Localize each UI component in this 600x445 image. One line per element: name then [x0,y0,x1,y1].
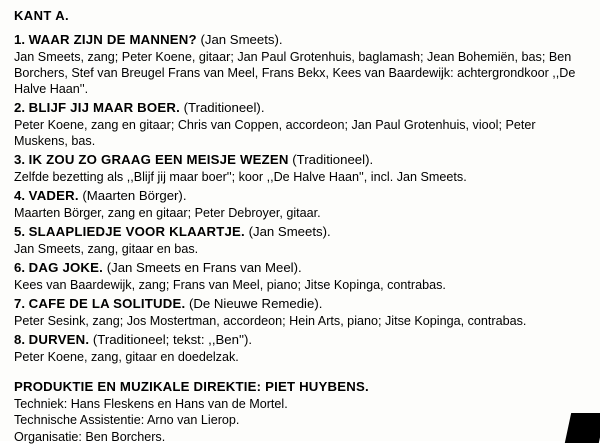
track-personnel: Peter Koene, zang en gitaar; Chris van Coppen, accordeon; Jan Paul Grotenhuis, viool; Peter Muskens, bas. [14,118,536,149]
track-entry [14,100,586,149]
track-title: SLAAPLIEDJE VOOR KLAARTJE. [28,224,245,240]
production-line: Organisatie: Ben Borchers. [14,429,166,444]
track-title: VADER. [28,188,79,204]
side-label: KANT A. [14,8,70,23]
track-personnel: Zelfde bezetting als ,,Blijf jij maar boer''; koor ,,De Halve Haan'', incl. Jan Smeets. [14,170,467,185]
track-credit-parenthetical: (Traditioneel; tekst: ,,Ben''). [92,332,253,347]
track-title: DAG JOKE. [28,260,104,276]
track-credit-parenthetical: (Maarten Börger). [82,188,187,204]
track-personnel: Peter Sesink, zang; Jos Mostertman, accordeon; Hein Arts, piano; Jitse Kopinga, contrabas. [14,313,527,328]
track-number: 2. [14,100,25,116]
track-number: 6. [14,260,25,276]
track-number: 7. [14,296,25,312]
track-entry [14,332,586,365]
track-entry [14,260,586,293]
track-heading [14,32,586,48]
track-heading [14,296,586,312]
track-number: 3. [14,152,25,168]
track-entry [14,152,586,185]
track-credit-parenthetical: (Jan Smeets en Frans van Meel). [106,260,302,276]
track-entry [14,32,586,97]
track-heading [14,260,586,276]
track-personnel: Peter Koene, zang, gitaar en doedelzak. [14,349,239,364]
track-heading [14,152,586,168]
track-title: BLIJF JIJ MAAR BOER. [28,100,180,116]
track-heading [14,224,586,240]
track-heading [14,188,586,204]
track-entry [14,188,586,221]
track-number: 1. [14,32,25,47]
track-personnel: Maarten Börger, zang en gitaar; Peter Debroyer, gitaar. [14,206,321,221]
track-credit-parenthetical: (Traditioneel). [292,152,374,168]
track-title: IK ZOU ZO GRAAG EEN MEISJE WEZEN [28,152,289,168]
track-entry [14,296,586,329]
track-personnel: Kees van Baardewijk, zang; Frans van Meel, piano; Jitse Kopinga, contrabas. [14,277,446,292]
track-heading [14,332,586,348]
track-heading [14,100,586,116]
track-number: 8. [14,332,25,347]
track-title: CAFE DE LA SOLITUDE. [28,296,186,312]
production-section [14,379,586,445]
production-title: PRODUKTIE EN MUZIKALE DIREKTIE: PIET HUYBENS. [14,378,369,394]
track-personnel: Jan Smeets, zang, gitaar en bas. [14,241,199,256]
production-line: Technische Assistentie: Arno van Lierop. [14,413,240,428]
track-number: 5. [14,224,25,240]
track-title: DURVEN. [28,332,90,347]
corner-mark [565,413,600,443]
track-credit-parenthetical: (Jan Smeets). [200,32,283,47]
track-credit-parenthetical: (Jan Smeets). [248,224,331,240]
track-entry [14,224,586,257]
track-title: WAAR ZIJN DE MANNEN? [28,32,197,47]
production-line: Techniek: Hans Fleskens en Hans van de Mortel. [14,396,288,411]
track-number: 4. [14,188,25,204]
track-credit-parenthetical: (Traditioneel). [183,100,265,116]
track-personnel: Jan Smeets, zang; Peter Koene, gitaar; Jan Paul Grotenhuis, baglamash; Jean Bohemiën, bas; Ben Borchers, Stef van Breugel Frans van Meel, Frans Bekx, Kees van Baardewijk: achtergrondkoor ,,De Halve Haan''. [14,49,576,97]
track-credit-parenthetical: (De Nieuwe Remedie). [188,296,323,312]
